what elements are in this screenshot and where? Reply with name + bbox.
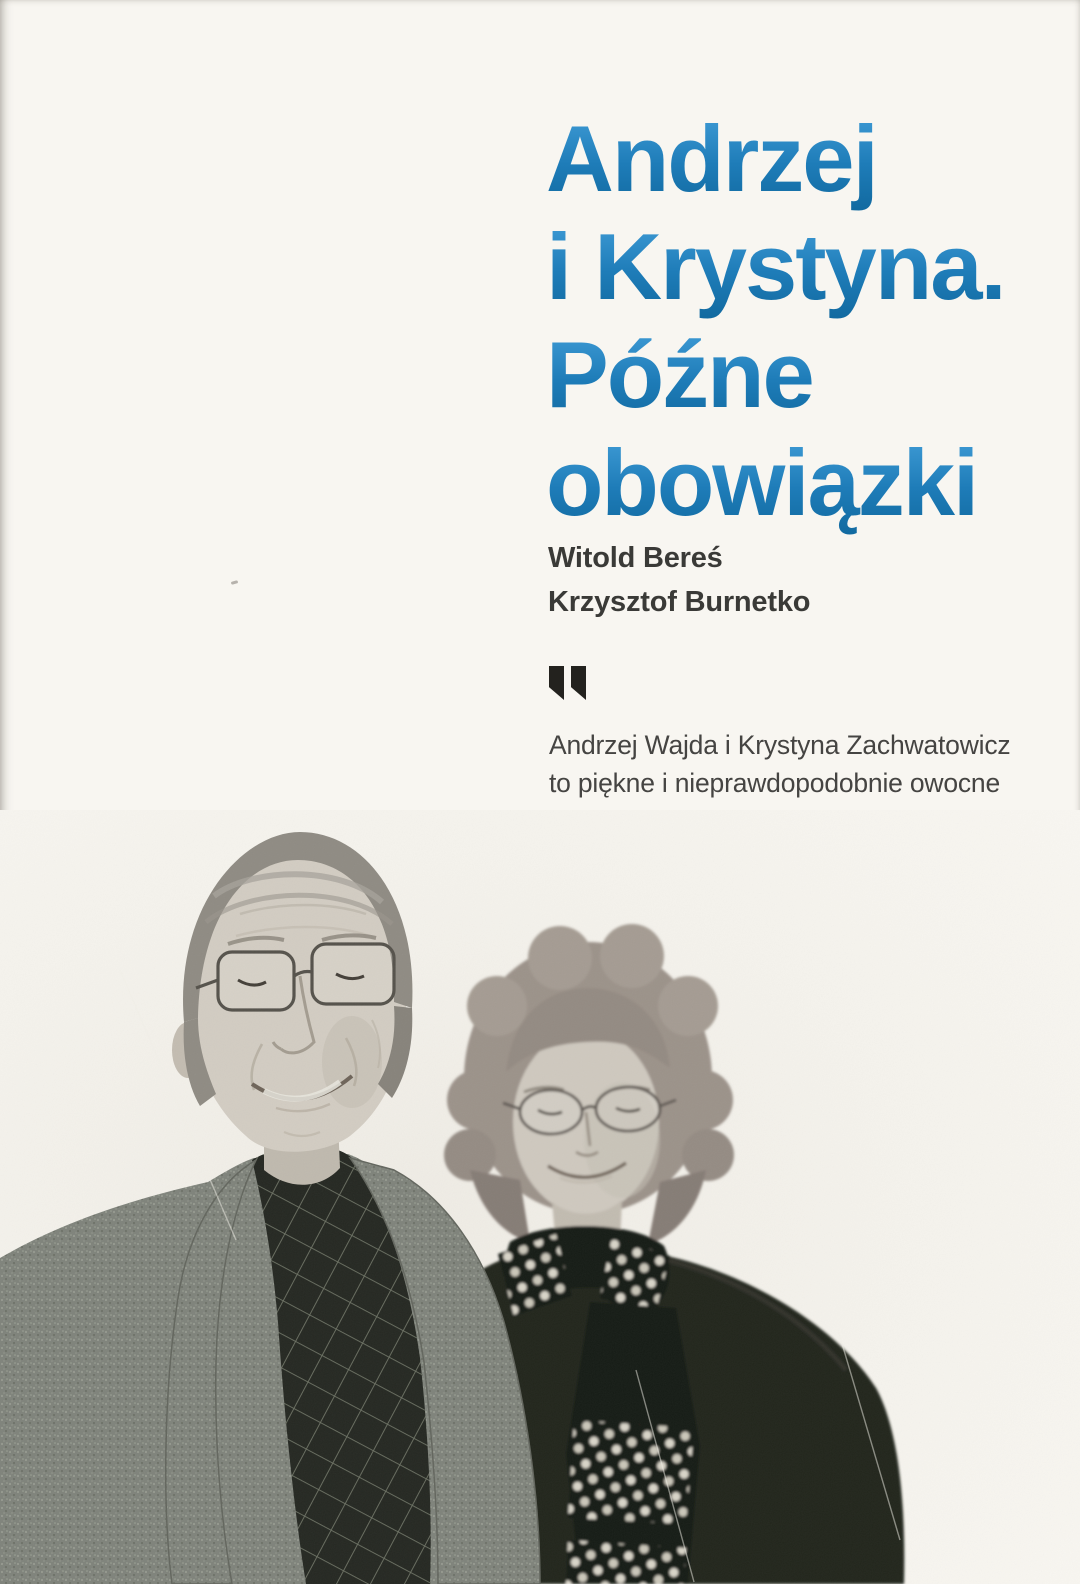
title-line-3: Późne xyxy=(546,321,1005,429)
quotation-glyph xyxy=(549,666,564,700)
quote-line-1: Andrzej Wajda i Krystyna Zachwatowicz xyxy=(549,730,1011,760)
title-line-4: obowiązki xyxy=(546,429,1005,537)
cover-photo xyxy=(0,810,1080,1584)
photo-grain xyxy=(0,810,1080,1584)
quote-line-2: to piękne i nieprawdopodobnie owocne xyxy=(549,768,1000,798)
quotation-icon xyxy=(549,666,586,700)
book-title xyxy=(546,105,1005,537)
authors-block xyxy=(548,536,810,624)
quotation-glyph xyxy=(571,666,586,700)
title-line-2: i Krystyna. xyxy=(546,213,1005,319)
title-line-1: Andrzej xyxy=(546,105,1005,213)
author-name-1: Witold Bereś xyxy=(548,542,723,574)
author-name-2: Krzysztof Burnetko xyxy=(548,586,811,618)
scan-speck xyxy=(231,580,239,585)
